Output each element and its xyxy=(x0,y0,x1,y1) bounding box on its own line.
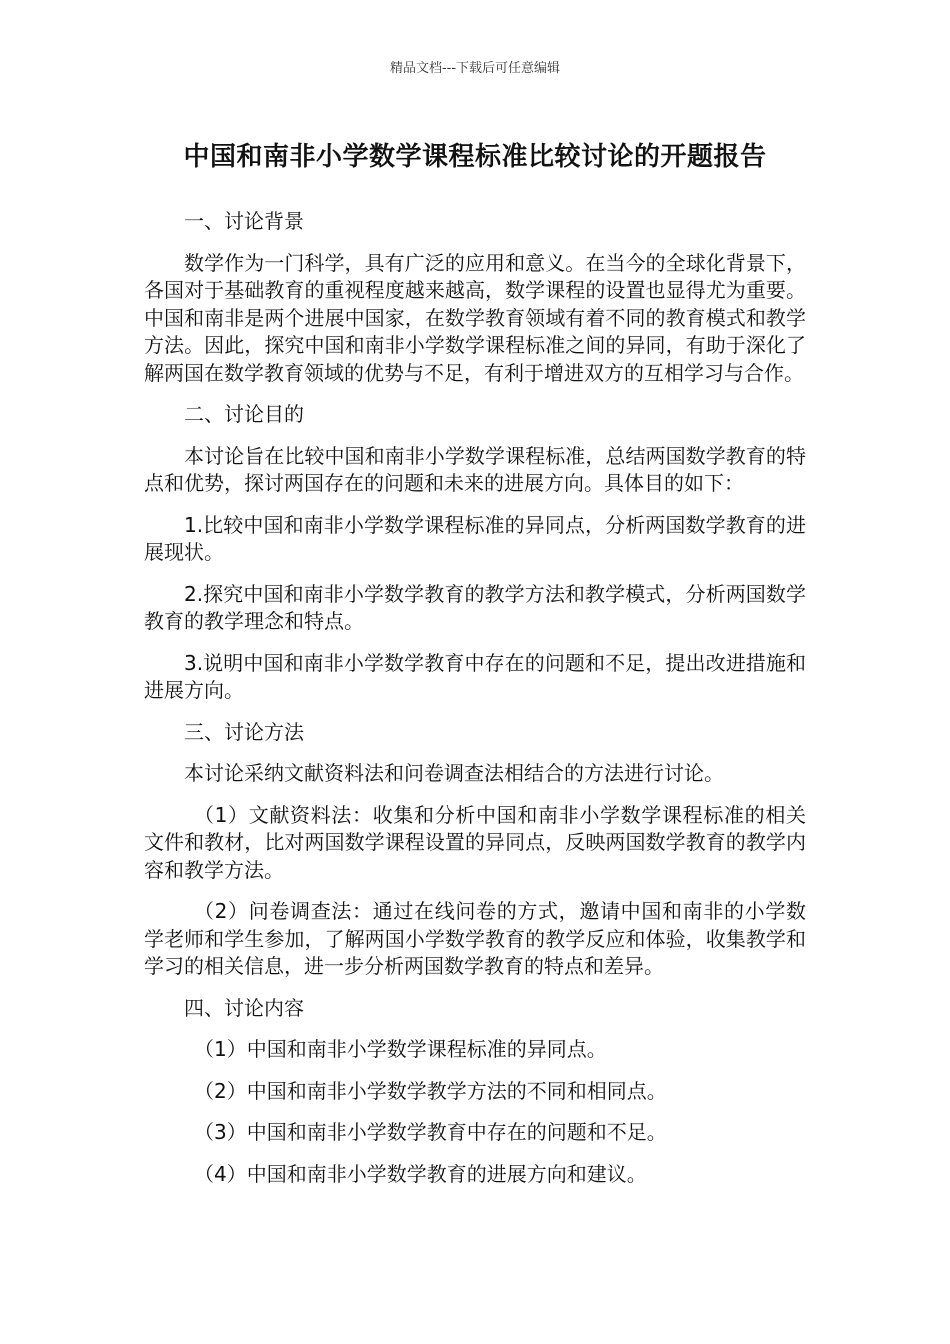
content-list-item: （2）中国和南非小学数学教学方法的不同和相同点。 xyxy=(194,1078,667,1103)
content-list-item: （3）中国和南非小学数学教育中存在的问题和不足。 xyxy=(194,1120,667,1144)
document-title: 中国和南非小学数学课程标准比较讨论的开题报告 xyxy=(183,142,767,172)
purpose-item: 1.比较中国和南非小学数学课程标准的异同点，分析两国数学教育的进展现状。 xyxy=(144,512,806,564)
content-list-item: （1）中国和南非小学数学课程标准的异同点。 xyxy=(194,1037,607,1061)
document-body xyxy=(144,208,806,1202)
method-item: （2）问卷调查法：通过在线问卷的方式，邀请中国和南非的小学数学老师和学生参加，了解两国小学数学教育的教学反应和体验，收集教学和学习的相关信息，进一步分析两国数学教育的特点和差异。 xyxy=(144,899,806,978)
purpose-item: 3.说明中国和南非小学数学教育中存在的问题和不足，提出改进措施和进展方向。 xyxy=(144,650,806,702)
section-heading-content: 四、讨论内容 xyxy=(184,995,304,1020)
content-list-item: （4）中国和南非小学数学教育的进展方向和建议。 xyxy=(194,1161,647,1186)
purpose-item: 2.探究中国和南非小学数学教育的教学方法和教学模式，分析两国数学教育的教学理念和特点。 xyxy=(144,581,806,633)
section-heading-method: 三、讨论方法 xyxy=(184,719,304,744)
page-header: 精品文档---下载后可任意编辑 xyxy=(389,61,561,76)
method-intro-paragraph: 本讨论采纳文献资料法和问卷调查法相结合的方法进行讨论。 xyxy=(184,761,724,785)
background-paragraph: 数学作为一门科学，具有广泛的应用和意义。在当今的全球化背景下，各国对于基础教育的重视程度越来越高，数学课程的设置也显得尤为重要。中国和南非是两个进展中国家，在数学教育领域有着不同的教育模式和教学方法。因此，探究中国和南非小学数学课程标准之间的异同，有助于深化了解两国在数学教育领域的优势与不足，有利于增进双方的互相学习与合作。 xyxy=(144,250,806,385)
method-item: （1）文献资料法：收集和分析中国和南非小学数学课程标准的相关文件和教材，比对两国数学课程设置的异同点，反映两国数学教育的教学内容和教学方法。 xyxy=(144,802,806,882)
section-heading-purpose: 二、讨论目的 xyxy=(184,402,304,426)
section-heading-background: 一、讨论背景 xyxy=(184,209,304,233)
purpose-intro-paragraph: 本讨论旨在比较中国和南非小学数学课程标准，总结两国数学教育的特点和优势，探讨两国存在的问题和未来的进展方向。具体目的如下： xyxy=(144,443,806,495)
